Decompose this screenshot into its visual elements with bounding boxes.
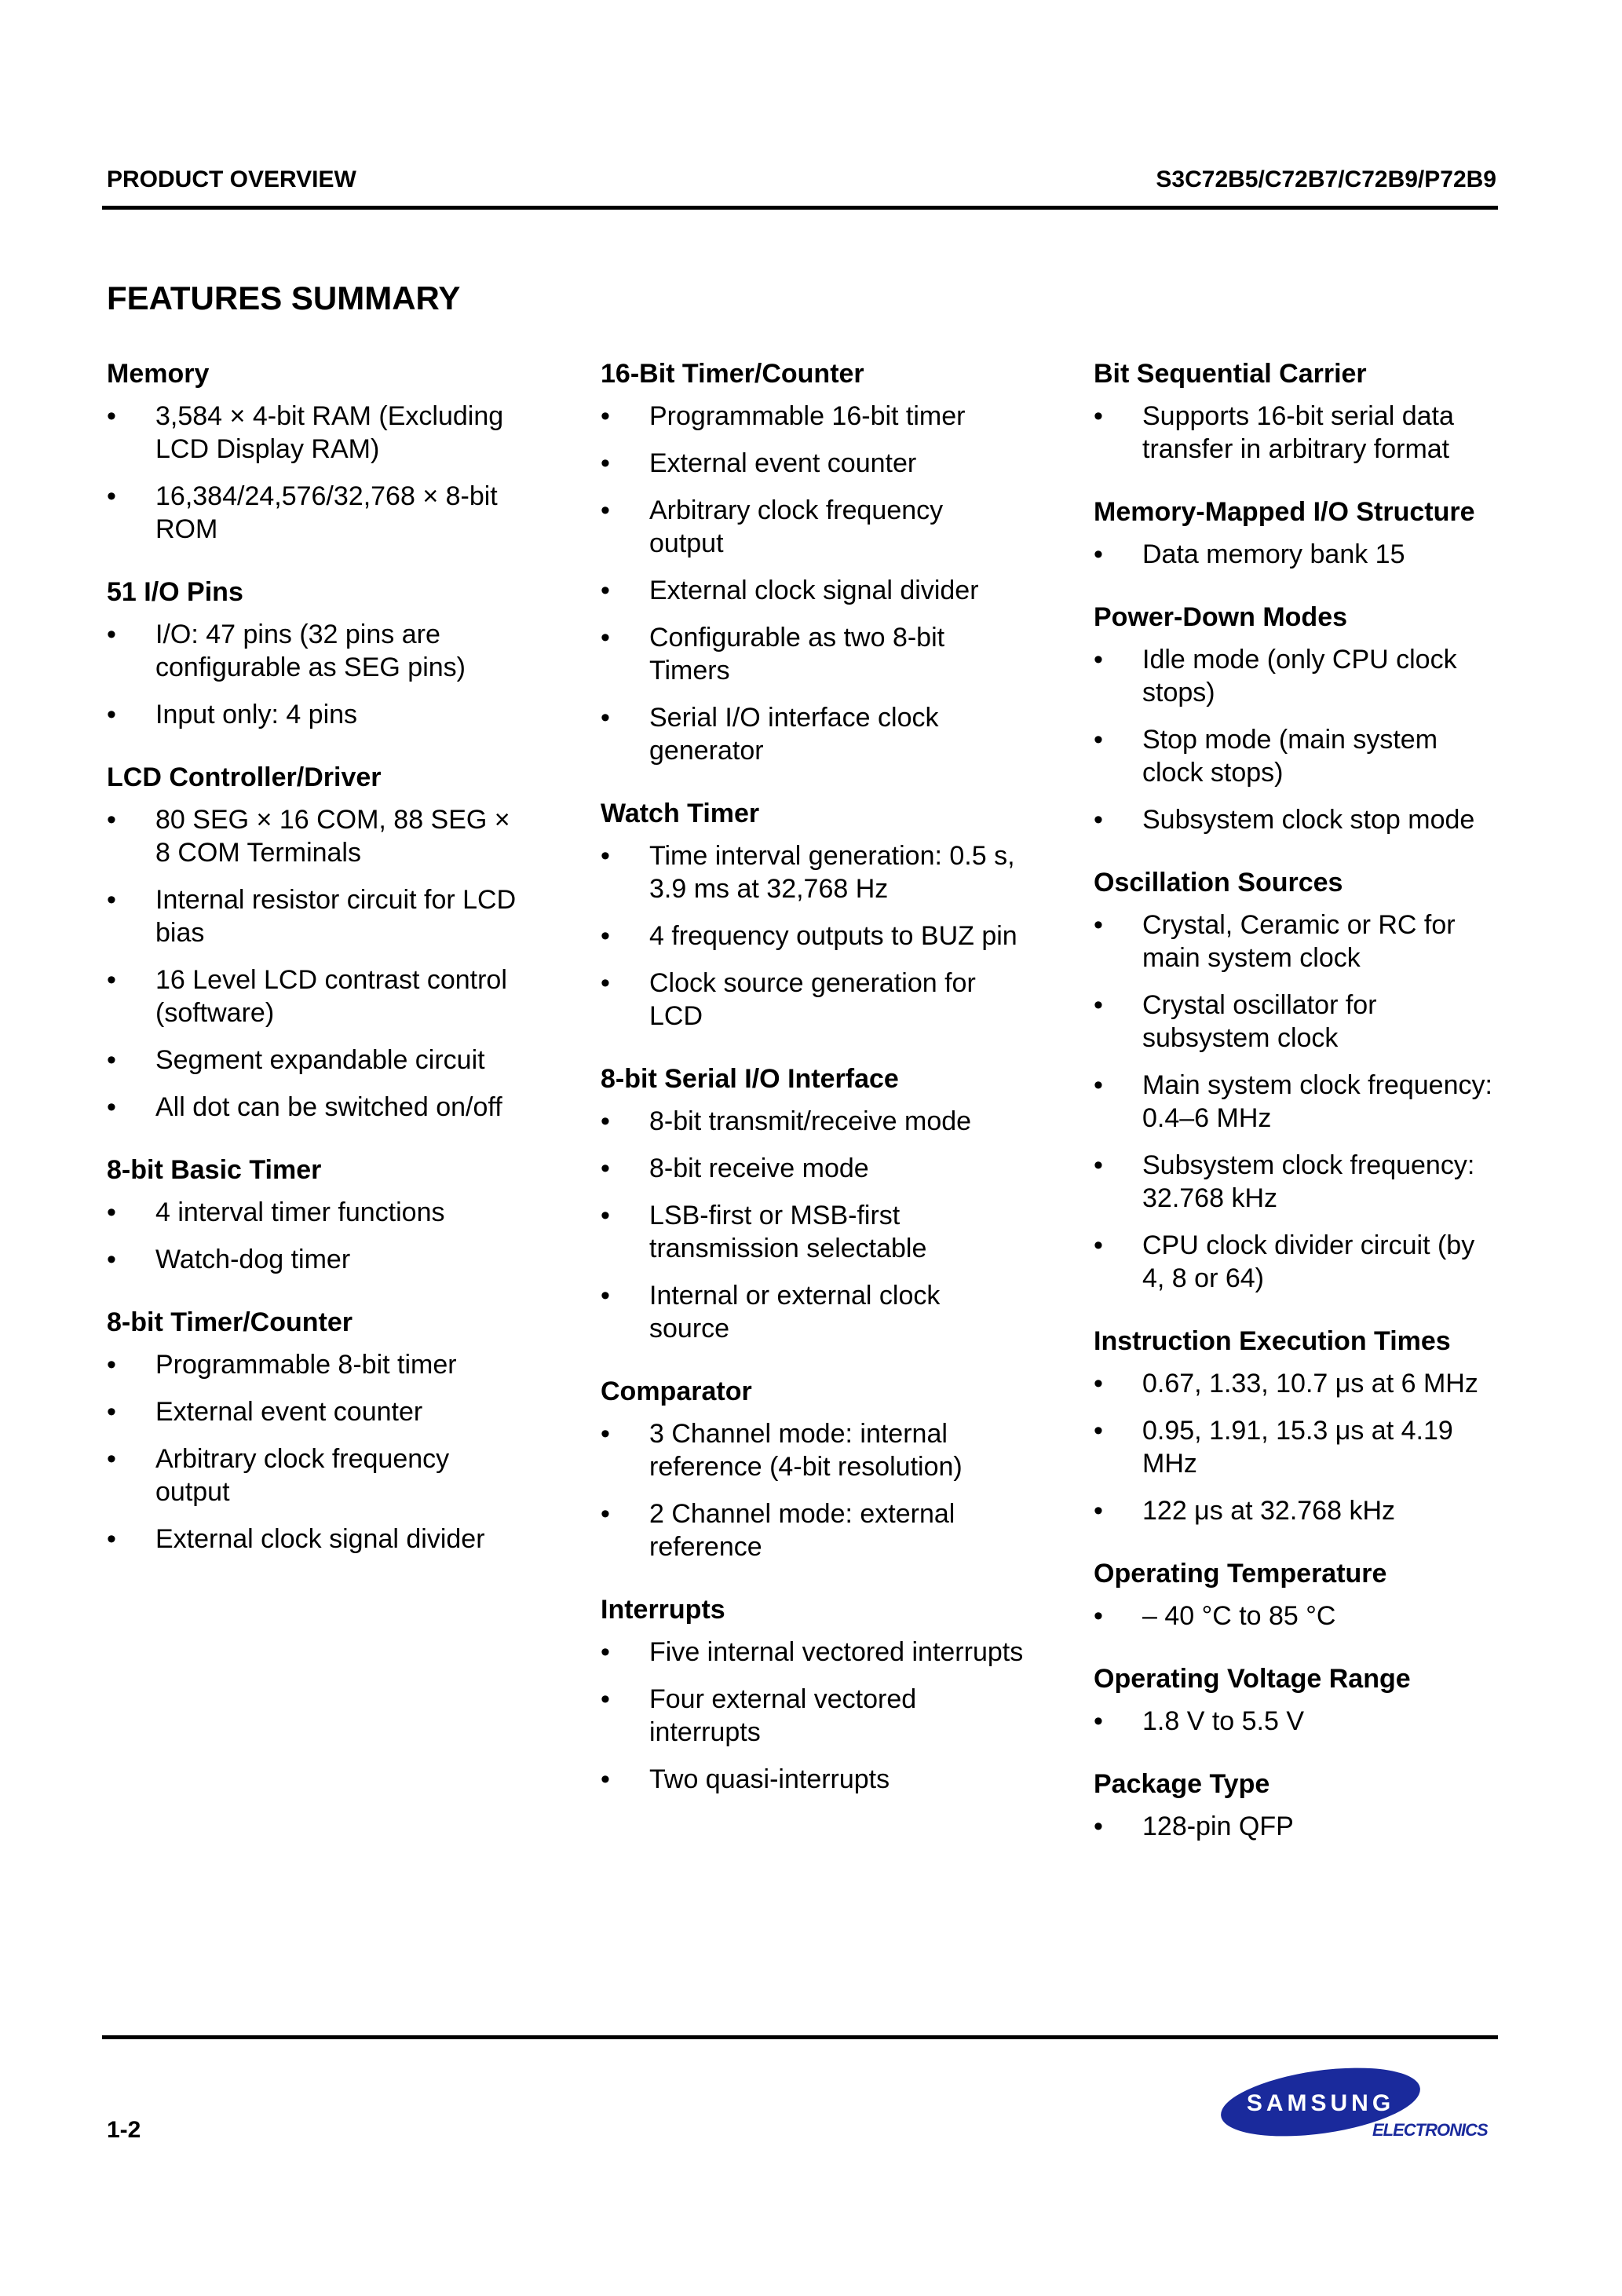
feature-item-text: 0.95, 1.91, 15.3 μs at 4.19 MHz [1142, 1416, 1453, 1479]
feature-item [601, 839, 1025, 905]
bullet-icon: • [1094, 1369, 1103, 1398]
feature-section-title: Oscillation Sources [1094, 868, 1343, 898]
feature-list [107, 1348, 531, 1556]
feature-section [1094, 601, 1502, 836]
bullet-icon: • [601, 1153, 610, 1183]
bullet-icon: • [107, 1197, 116, 1227]
feature-item-text: Main system clock frequency: 0.4–6 MHz [1142, 1070, 1492, 1133]
feature-item-text: 80 SEG × 16 COM, 88 SEG × 8 COM Terminals [155, 805, 510, 868]
feature-item-text: Programmable 8-bit timer [155, 1350, 457, 1380]
feature-item-text: Time interval generation: 0.5 s, 3.9 ms at 32,768 Hz [649, 841, 1015, 904]
feature-item-text: LSB-first or MSB-first transmission selectable [649, 1201, 927, 1263]
feature-item-text: 8-bit transmit/receive mode [649, 1106, 972, 1136]
feature-item [107, 1523, 531, 1556]
feature-item [107, 1196, 531, 1229]
feature-item [601, 1199, 1025, 1265]
bullet-icon: • [1094, 725, 1103, 755]
bullet-icon: • [1094, 805, 1103, 835]
bullet-icon: • [601, 448, 610, 478]
bullet-icon: • [601, 1419, 610, 1449]
page-number: 1-2 [107, 2117, 141, 2143]
feature-section-title: Interrupts [601, 1595, 725, 1625]
feature-section-title: Instruction Execution Times [1094, 1326, 1451, 1356]
bullet-icon: • [107, 1350, 116, 1380]
feature-item [601, 701, 1025, 767]
feature-list [1094, 1810, 1502, 1843]
feature-item [107, 698, 531, 731]
feature-item [1094, 1810, 1502, 1843]
feature-item-text: 8-bit receive mode [649, 1153, 869, 1183]
feature-item [601, 919, 1025, 952]
feature-item [1094, 1414, 1502, 1480]
bullet-icon: • [601, 1684, 610, 1714]
bullet-icon: • [601, 1106, 610, 1136]
bullet-icon: • [1094, 401, 1103, 431]
feature-section-title: 8-bit Serial I/O Interface [601, 1064, 899, 1094]
feature-section [107, 357, 531, 546]
feature-item-text: External clock signal divider [649, 576, 979, 605]
bullet-icon: • [601, 576, 610, 605]
feature-item-text: Watch-dog timer [155, 1245, 351, 1274]
bullet-icon: • [107, 1444, 116, 1474]
feature-section [601, 1062, 1025, 1345]
bullet-icon: • [1094, 539, 1103, 569]
feature-section [1094, 357, 1502, 466]
feature-item-text: External event counter [155, 1397, 423, 1427]
feature-item-text: I/O: 47 pins (32 pins are configurable as SEG pins) [155, 620, 466, 682]
feature-item-text: Crystal oscillator for subsystem clock [1142, 990, 1377, 1053]
bullet-icon: • [107, 1524, 116, 1554]
feature-item [601, 1683, 1025, 1749]
feature-item-text: Five internal vectored interrupts [649, 1637, 1024, 1667]
feature-item-text: External event counter [649, 448, 917, 478]
feature-section [1094, 495, 1502, 571]
bullet-icon: • [1094, 1496, 1103, 1526]
feature-item-text: 2 Channel mode: external reference [649, 1499, 955, 1562]
bullet-icon: • [601, 401, 610, 431]
feature-list [1094, 1705, 1502, 1738]
bullet-icon: • [1094, 990, 1103, 1020]
feature-list [107, 618, 531, 731]
feature-item-text: Arbitrary clock frequency output [155, 1444, 450, 1507]
feature-list [1094, 1600, 1502, 1632]
bullet-icon: • [107, 700, 116, 729]
bullet-icon: • [107, 805, 116, 835]
feature-item [1094, 1367, 1502, 1400]
feature-section [601, 1593, 1025, 1796]
bullet-icon: • [107, 481, 116, 511]
feature-item [601, 447, 1025, 480]
feature-item-text: Subsystem clock frequency: 32.768 kHz [1142, 1150, 1475, 1213]
feature-section [601, 797, 1025, 1033]
bullet-icon: • [107, 401, 116, 431]
feature-section-title: 8-bit Basic Timer [107, 1155, 322, 1185]
feature-list [601, 839, 1025, 1033]
feature-section [1094, 1557, 1502, 1632]
feature-item-text: External clock signal divider [155, 1524, 485, 1554]
feature-item-text: 4 frequency outputs to BUZ pin [649, 921, 1017, 951]
bullet-icon: • [1094, 1812, 1103, 1841]
bullet-icon: • [601, 841, 610, 871]
feature-section-title: LCD Controller/Driver [107, 762, 382, 792]
feature-item-text: Internal resistor circuit for LCD bias [155, 885, 517, 948]
bullet-icon: • [601, 1499, 610, 1529]
logo-subtext: ELECTRONICS [1372, 2120, 1488, 2140]
feature-section-title: Memory-Mapped I/O Structure [1094, 497, 1475, 527]
feature-item-text: Four external vectored interrupts [649, 1684, 917, 1747]
feature-section-title: Operating Voltage Range [1094, 1664, 1411, 1694]
feature-section-title: Memory [107, 359, 210, 389]
feature-list [1094, 400, 1502, 466]
feature-section [1094, 1768, 1502, 1843]
bullet-icon: • [601, 703, 610, 733]
feature-item-text: Internal or external clock source [649, 1281, 941, 1344]
feature-section [601, 357, 1025, 767]
bullet-icon: • [601, 921, 610, 951]
features-column-1 [107, 357, 531, 1585]
feature-section-title: 8-bit Timer/Counter [107, 1307, 353, 1337]
feature-item-text: 3 Channel mode: internal reference (4-bit resolution) [649, 1419, 963, 1482]
feature-item-text: 1.8 V to 5.5 V [1142, 1706, 1305, 1736]
feature-item-text: Crystal, Ceramic or RC for main system clock [1142, 910, 1456, 973]
feature-item [1094, 1069, 1502, 1135]
feature-item-text: Subsystem clock stop mode [1142, 805, 1475, 835]
feature-section-title: Comparator [601, 1377, 752, 1406]
bullet-icon: • [1094, 1150, 1103, 1180]
feature-section [107, 1153, 531, 1276]
features-column-3 [1094, 357, 1502, 1873]
feature-item [1094, 538, 1502, 571]
feature-item-text: Supports 16-bit serial data transfer in arbitrary format [1142, 401, 1454, 464]
feature-item-text: Data memory bank 15 [1142, 539, 1405, 569]
header-section-label: PRODUCT OVERVIEW [107, 166, 356, 192]
feature-section [1094, 1662, 1502, 1738]
feature-item-text: – 40 °C to 85 °C [1142, 1601, 1336, 1631]
feature-item [1094, 1494, 1502, 1527]
feature-item [107, 1348, 531, 1381]
feature-item [601, 1497, 1025, 1563]
features-column-2 [601, 357, 1025, 1826]
feature-item-text: 122 μs at 32.768 kHz [1142, 1496, 1396, 1526]
feature-item [1094, 1229, 1502, 1295]
feature-item [601, 1152, 1025, 1185]
bullet-icon: • [1094, 910, 1103, 940]
bullet-icon: • [1094, 1601, 1103, 1631]
bullet-icon: • [1094, 1706, 1103, 1736]
footer-rule [102, 2035, 1498, 2039]
bullet-icon: • [601, 623, 610, 653]
bullet-icon: • [601, 1281, 610, 1311]
feature-item [107, 803, 531, 869]
feature-item-text: 4 interval timer functions [155, 1197, 445, 1227]
bullet-icon: • [107, 885, 116, 915]
feature-item-text: Arbitrary clock frequency output [649, 495, 944, 558]
feature-list [107, 803, 531, 1124]
feature-list [1094, 643, 1502, 836]
feature-item [1094, 803, 1502, 836]
feature-item [1094, 1705, 1502, 1738]
feature-item [601, 1105, 1025, 1138]
feature-item [107, 1243, 531, 1276]
feature-item [1094, 909, 1502, 974]
feature-item-text: Idle mode (only CPU clock stops) [1142, 645, 1457, 707]
bullet-icon: • [1094, 1230, 1103, 1260]
feature-item [107, 1091, 531, 1124]
feature-section-title: Power-Down Modes [1094, 602, 1348, 632]
feature-item [1094, 989, 1502, 1055]
feature-item [601, 1636, 1025, 1669]
feature-item [107, 400, 531, 466]
bullet-icon: • [601, 495, 610, 525]
feature-item-text: 128-pin QFP [1142, 1812, 1294, 1841]
header-part-numbers: S3C72B5/C72B7/C72B9/P72B9 [1156, 166, 1496, 192]
feature-item-text: All dot can be switched on/off [155, 1092, 502, 1122]
feature-item-text: Configurable as two 8-bit Timers [649, 623, 945, 686]
bullet-icon: • [1094, 1416, 1103, 1446]
feature-item [601, 494, 1025, 560]
feature-item [601, 574, 1025, 607]
logo-wordmark: SAMSUNG [1246, 2090, 1395, 2116]
bullet-icon: • [601, 968, 610, 998]
feature-item [1094, 723, 1502, 789]
feature-list [107, 400, 531, 546]
feature-section [107, 761, 531, 1124]
bullet-icon: • [107, 1397, 116, 1427]
feature-item [107, 480, 531, 546]
feature-item-text: 3,584 × 4-bit RAM (Excluding LCD Display RAM) [155, 401, 504, 464]
feature-item [601, 967, 1025, 1033]
feature-item-text: 16 Level LCD contrast control (software) [155, 965, 507, 1028]
bullet-icon: • [107, 620, 116, 649]
feature-item [1094, 643, 1502, 709]
feature-list [1094, 909, 1502, 1295]
feature-item-text: 16,384/24,576/32,768 × 8-bit ROM [155, 481, 498, 544]
bullet-icon: • [601, 1201, 610, 1230]
feature-item-text: CPU clock divider circuit (by 4, 8 or 64) [1142, 1230, 1475, 1293]
feature-list [107, 1196, 531, 1276]
bullet-icon: • [107, 1045, 116, 1075]
feature-section [601, 1375, 1025, 1563]
feature-section-title: 51 I/O Pins [107, 577, 243, 607]
feature-item-text: Serial I/O interface clock generator [649, 703, 939, 766]
feature-item [107, 1044, 531, 1077]
feature-item [601, 621, 1025, 687]
feature-item [601, 400, 1025, 433]
feature-list [601, 1636, 1025, 1796]
bullet-icon: • [601, 1637, 610, 1667]
feature-item-text: Segment expandable circuit [155, 1045, 485, 1075]
bullet-icon: • [1094, 1070, 1103, 1100]
bullet-icon: • [601, 1764, 610, 1794]
feature-list [601, 1105, 1025, 1345]
feature-item [1094, 1149, 1502, 1215]
feature-list [1094, 1367, 1502, 1527]
feature-list [1094, 538, 1502, 571]
feature-item [107, 618, 531, 684]
feature-item-text: 0.67, 1.33, 10.7 μs at 6 MHz [1142, 1369, 1478, 1398]
feature-item [601, 1417, 1025, 1483]
feature-section [107, 576, 531, 731]
feature-section-title: 16-Bit Timer/Counter [601, 359, 864, 389]
bullet-icon: • [107, 1245, 116, 1274]
feature-section-title: Package Type [1094, 1769, 1270, 1799]
feature-section-title: Watch Timer [601, 799, 760, 828]
feature-item-text: Stop mode (main system clock stops) [1142, 725, 1438, 788]
feature-section [1094, 1325, 1502, 1527]
feature-item-text: Two quasi-interrupts [649, 1764, 890, 1794]
feature-item-text: Programmable 16-bit timer [649, 401, 966, 431]
feature-list [601, 400, 1025, 767]
feature-item [1094, 1600, 1502, 1632]
feature-item [601, 1279, 1025, 1345]
feature-item [601, 1763, 1025, 1796]
header-rule [102, 206, 1498, 210]
feature-section-title: Bit Sequential Carrier [1094, 359, 1367, 389]
bullet-icon: • [107, 1092, 116, 1122]
feature-item [107, 883, 531, 949]
feature-section-title: Operating Temperature [1094, 1559, 1387, 1589]
feature-item [107, 963, 531, 1029]
feature-item [107, 1442, 531, 1508]
feature-list [601, 1417, 1025, 1563]
bullet-icon: • [107, 965, 116, 995]
feature-item-text: Clock source generation for LCD [649, 968, 976, 1031]
feature-item [107, 1395, 531, 1428]
feature-section [1094, 866, 1502, 1295]
feature-item-text: Input only: 4 pins [155, 700, 358, 729]
bullet-icon: • [1094, 645, 1103, 675]
feature-section [107, 1306, 531, 1556]
feature-item [1094, 400, 1502, 466]
page-title: FEATURES SUMMARY [107, 280, 461, 316]
